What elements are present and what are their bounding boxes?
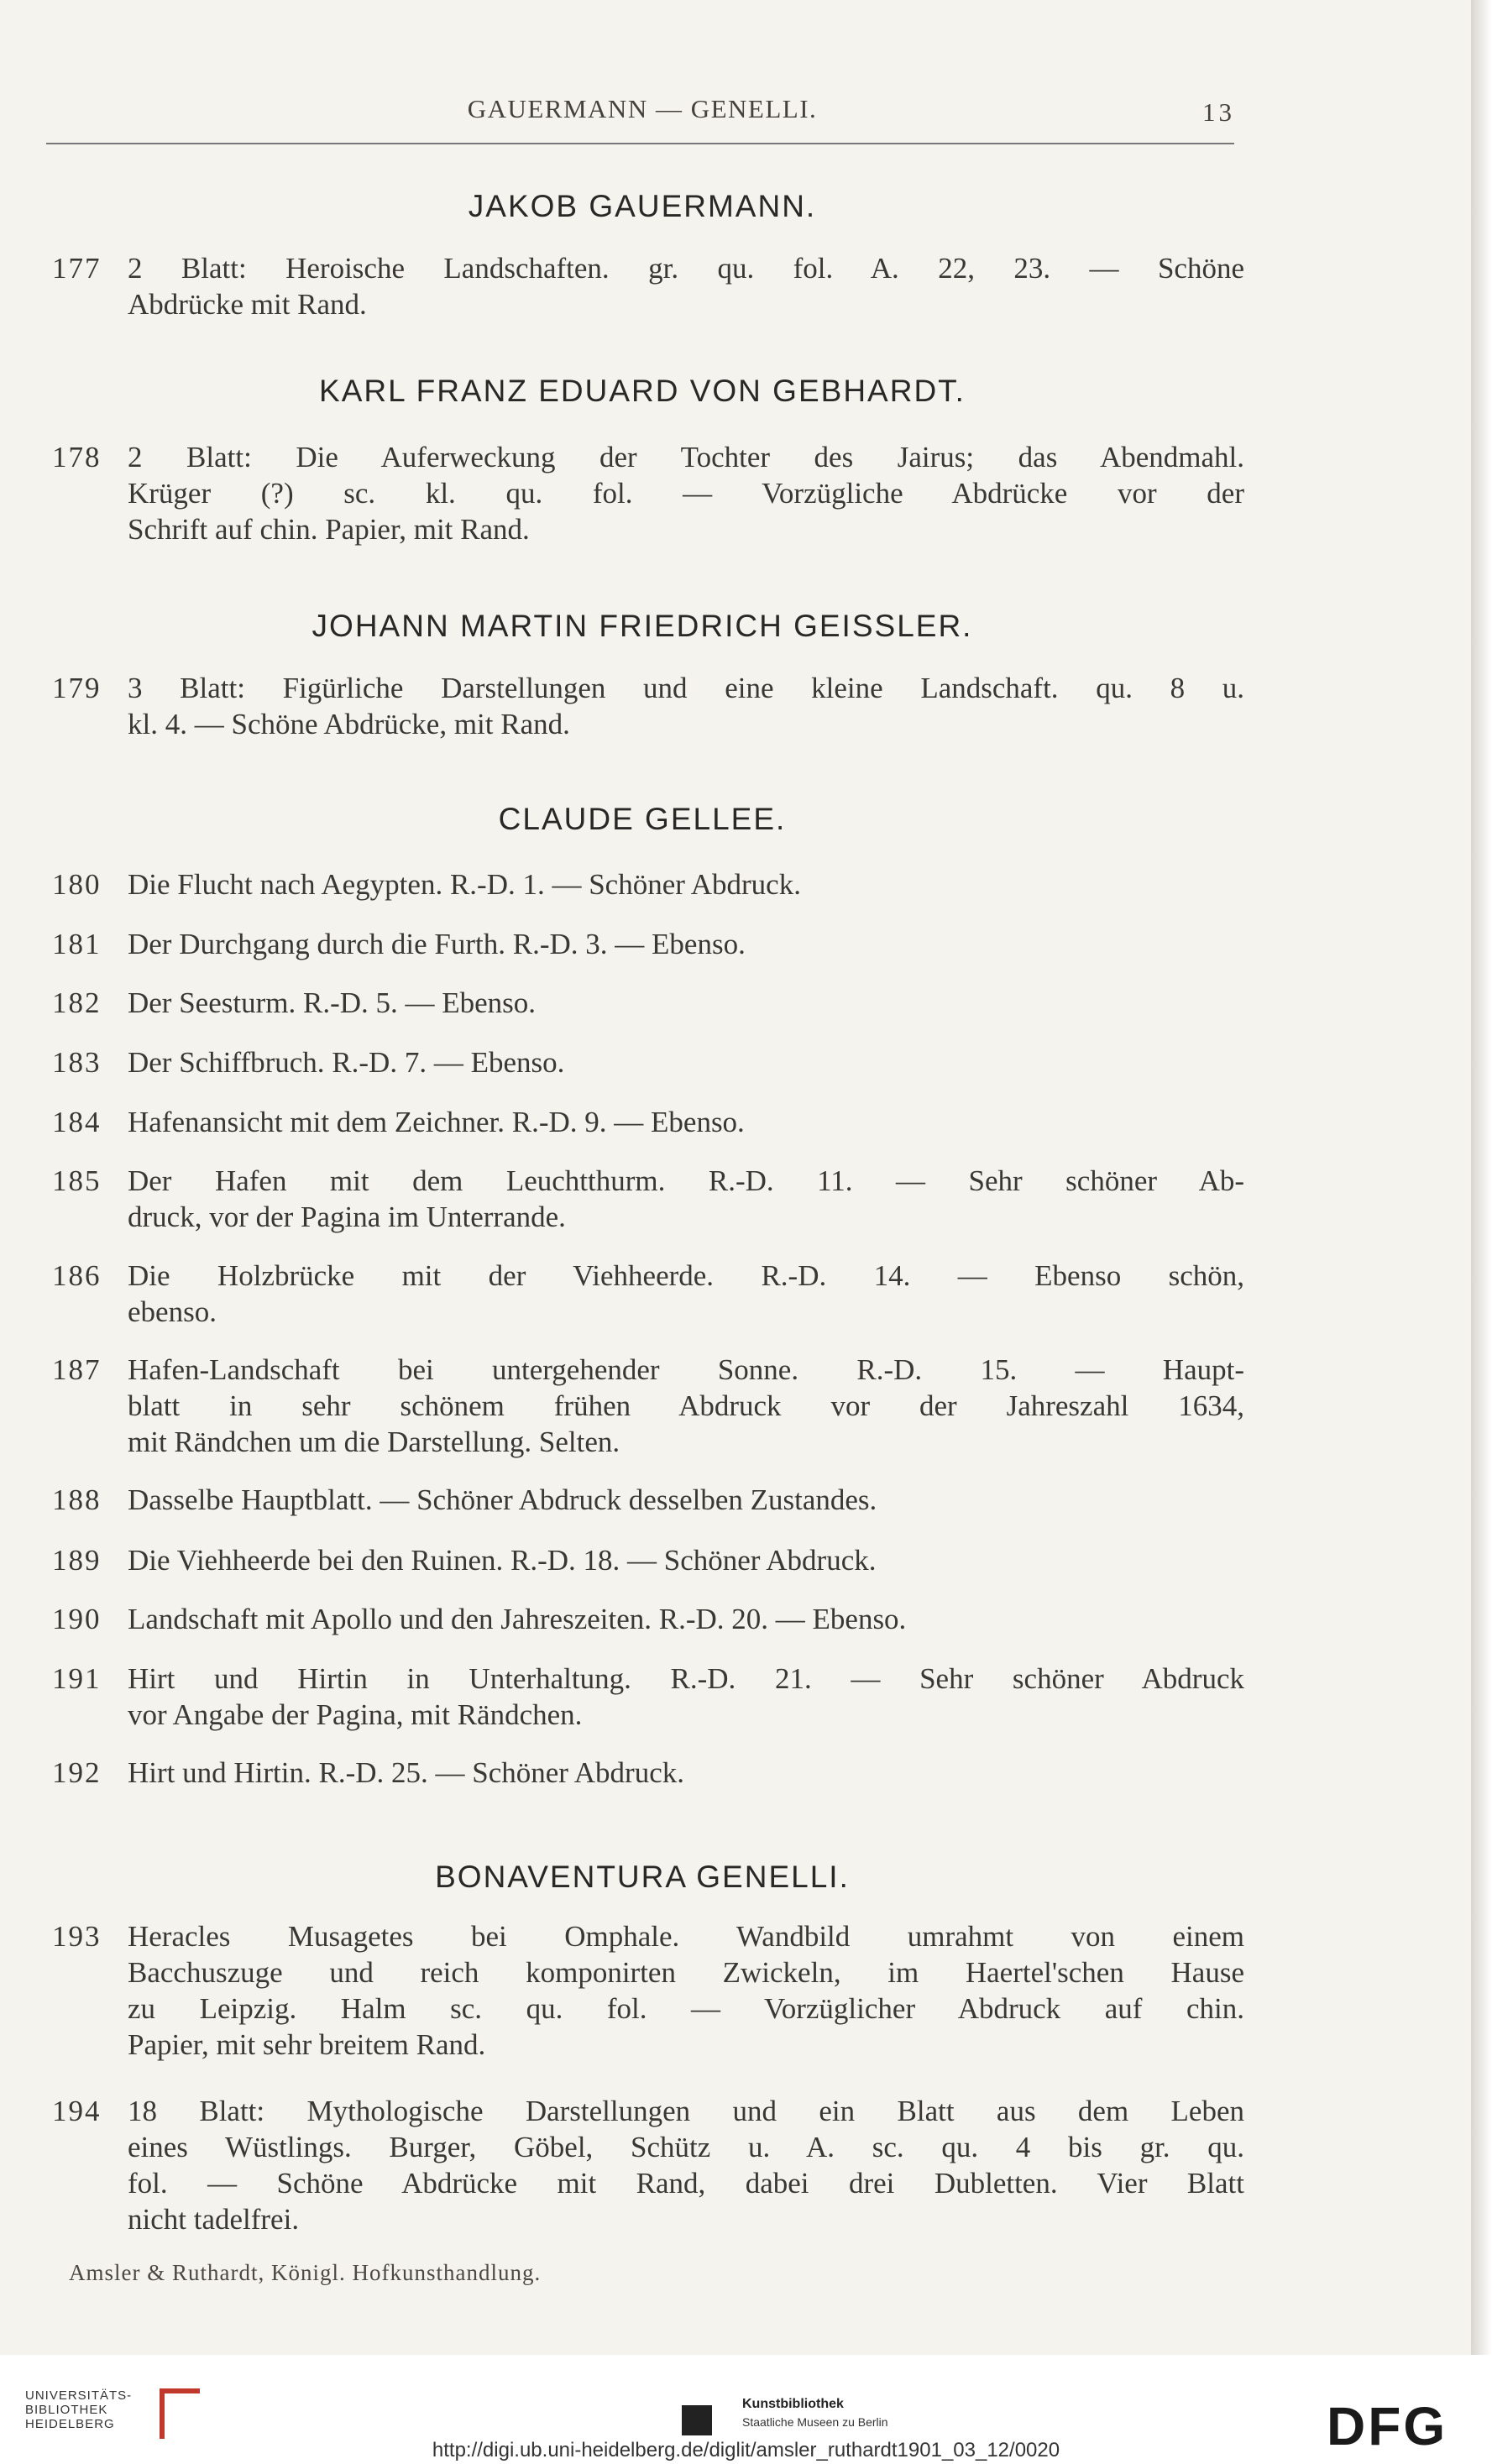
kunstbibliothek-title: Kunstbibliothek [742, 2397, 844, 2411]
entry-number: 183 [52, 1046, 102, 1079]
entry-line: zu Leipzig. Halm sc. qu. fol. — Vorzüglicher Abdruck auf chin. [128, 1992, 1244, 2025]
entry-number: 190 [52, 1603, 102, 1635]
entry-line: 3 Blatt: Figürliche Darstellungen und eine kleine Landschaft. qu. 8 u. [128, 672, 1244, 704]
entry-number: 187 [52, 1353, 102, 1386]
entry-line: eines Wüstlings. Burger, Göbel, Schütz u. A. sc. qu. 4 bis gr. qu. [128, 2131, 1244, 2163]
source-url-link[interactable]: http://digi.ub.uni-heidelberg.de/diglit/amsler_ruthardt1901_03_12/0020 [432, 2439, 1060, 2461]
university-line: HEIDELBERG [25, 2417, 115, 2431]
entry-line: druck, vor der Pagina im Unterrande. [128, 1201, 566, 1233]
entry-number: 189 [52, 1544, 102, 1577]
entry-line: nicht tadelfrei. [128, 2203, 300, 2236]
entry-line: Der Durchgang durch die Furth. R.-D. 3. — Ebenso. [128, 928, 746, 960]
digitization-footer [0, 2355, 1492, 2464]
entry-number: 180 [52, 868, 102, 901]
section-title: JAKOB GAUERMANN. [468, 189, 817, 223]
section-title: CLAUDE GELLEE. [498, 802, 787, 836]
publisher-imprint: Amsler & Ruthardt, Königl. Hofkunsthandlung. [69, 2260, 542, 2285]
entry-number: 184 [52, 1106, 102, 1138]
entry-number: 186 [52, 1259, 102, 1292]
entry-line: ebenso. [128, 1295, 217, 1328]
university-library-logo[interactable] [25, 2388, 185, 2439]
entry-number: 188 [52, 1483, 102, 1516]
section-title: BONAVENTURA GENELLI. [435, 1860, 850, 1894]
entry-line: Die Viehheerde bei den Ruinen. R.-D. 18. — Schöner Abdruck. [128, 1544, 877, 1577]
entry-line: blatt in sehr schönem frühen Abdruck vor der Jahreszahl 1634, [128, 1389, 1244, 1422]
entry-number: 192 [52, 1756, 102, 1789]
entry-number: 181 [52, 928, 102, 960]
entry-line: kl. 4. — Schöne Abdrücke, mit Rand. [128, 708, 570, 740]
entry-line: Hirt und Hirtin. R.-D. 25. — Schöner Abdruck. [128, 1756, 684, 1789]
entry-line: Der Hafen mit dem Leuchtthurm. R.-D. 11. — Sehr schöner Ab- [128, 1164, 1244, 1197]
entry-number: 179 [52, 672, 102, 704]
entry-line: Hafen-Landschaft bei untergehender Sonne. R.-D. 15. — Haupt- [128, 1353, 1244, 1386]
entry-line: vor Angabe der Pagina, mit Rändchen. [128, 1698, 583, 1731]
section-title: JOHANN MARTIN FRIEDRICH GEISSLER. [311, 609, 973, 643]
entry-line: Hirt und Hirtin in Unterhaltung. R.-D. 21. — Sehr schöner Abdruck [128, 1662, 1244, 1695]
entry-line: Papier, mit sehr breitem Rand. [128, 2028, 486, 2061]
header-rule [46, 143, 1234, 144]
entry-number: 182 [52, 986, 102, 1019]
entry-number: 193 [52, 1920, 102, 1953]
entry-number: 177 [52, 252, 102, 285]
entry-line: 2 Blatt: Die Auferweckung der Tochter des Jairus; das Abendmahl. [128, 441, 1244, 473]
university-line: UNIVERSITÄTS- [25, 2388, 133, 2403]
kunstbibliothek-logo[interactable] [682, 2397, 934, 2439]
page-number: 13 [1202, 97, 1235, 127]
entry-line: Abdrücke mit Rand. [128, 288, 367, 321]
university-line: BIBLIOTHEK [25, 2403, 108, 2417]
entry-line: Der Seesturm. R.-D. 5. — Ebenso. [128, 986, 537, 1019]
entry-line: Heracles Musagetes bei Omphale. Wandbild umrahmt von einem [128, 1920, 1244, 1953]
entry-number: 178 [52, 441, 102, 473]
entry-line: 2 Blatt: Heroische Landschaften. gr. qu. fol. A. 22, 23. — Schöne [128, 252, 1244, 285]
page-edge [1471, 0, 1492, 2355]
entry-line: 18 Blatt: Mythologische Darstellungen und ein Blatt aus dem Leben [128, 2095, 1244, 2127]
entry-line: Landschaft mit Apollo und den Jahreszeiten. R.-D. 20. — Ebenso. [128, 1603, 907, 1635]
running-head: GAUERMANN — GENELLI. [467, 94, 818, 123]
section-title: KARL FRANZ EDUARD VON GEBHARDT. [319, 374, 966, 408]
entry-line: Die Holzbrücke mit der Viehheerde. R.-D. 14. — Ebenso schön, [128, 1259, 1244, 1292]
university-mark-icon [160, 2388, 200, 2439]
entry-number: 185 [52, 1164, 102, 1197]
entry-line: Dasselbe Hauptblatt. — Schöner Abdruck desselben Zustandes. [128, 1483, 877, 1516]
entry-line: Bacchuszuge und reich komponirten Zwickeln, im Haertel'schen Hause [128, 1956, 1244, 1989]
kunstbibliothek-subtitle: Staatliche Museen zu Berlin [742, 2415, 888, 2429]
entry-number: 191 [52, 1662, 102, 1695]
entry-line: fol. — Schöne Abdrücke mit Rand, dabei drei Dubletten. Vier Blatt [128, 2167, 1244, 2200]
entry-line: mit Rändchen um die Darstellung. Selten. [128, 1426, 620, 1458]
dfg-logo[interactable]: DFG [1327, 2396, 1448, 2456]
entry-line: Krüger (?) sc. kl. qu. fol. — Vorzügliche Abdrücke vor der [128, 477, 1244, 510]
entry-line: Der Schiffbruch. R.-D. 7. — Ebenso. [128, 1046, 565, 1079]
entry-number: 194 [52, 2095, 102, 2127]
kunstbibliothek-mark-icon [682, 2405, 712, 2435]
entry-line: Hafenansicht mit dem Zeichner. R.-D. 9. — Ebenso. [128, 1106, 745, 1138]
entry-line: Schrift auf chin. Papier, mit Rand. [128, 513, 530, 546]
entry-line: Die Flucht nach Aegypten. R.-D. 1. — Schöner Abdruck. [128, 868, 801, 901]
